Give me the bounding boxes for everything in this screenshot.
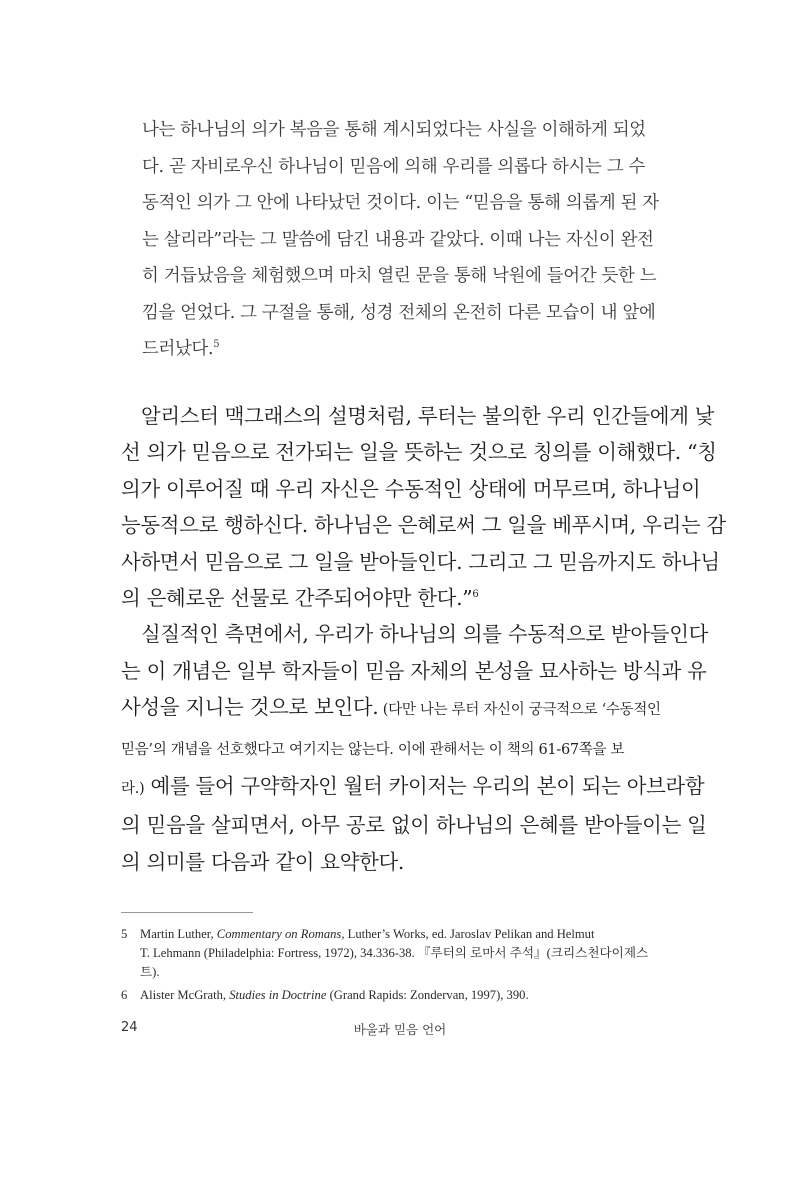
quote-line: 히 거듭났음을 체험했으며 마치 열린 문을 통해 낙원에 들어간 듯한 느 <box>142 266 657 286</box>
footnotes <box>121 925 681 1009</box>
footnote-5 <box>121 925 681 982</box>
paragraph-line: 선 의가 믿음으로 전가되는 일을 뜻하는 것으로 칭의를 이해했다. “칭 <box>121 440 717 465</box>
footnote-citation: (Grand Rapids: Zondervan, 1997), 390. <box>326 988 529 1002</box>
footnote-line <box>140 925 681 944</box>
quote-line-last <box>142 331 660 368</box>
paragraph-line: 실질적인 측면에서, 우리가 하나님의 의를 수동적으로 받아들인다 <box>141 622 708 647</box>
quote-line: 는 살리라”라는 그 말씀에 담긴 내용과 같았다. 이때 나는 자신이 완전 <box>142 229 654 250</box>
footnote-divider <box>121 912 253 913</box>
paragraph-line <box>121 729 681 768</box>
footnote-line: T. Lehmann (Philadelphia: Fortress, 1972), 34.336-38. 『루터의 로마서 주석』(크리스천다이제스 <box>140 946 649 960</box>
paragraph-line: 의 믿음을 살피면서, 아무 공로 없이 하나님의 은혜를 받아들이는 일 <box>121 813 707 838</box>
quote-line: 다. 곧 자비로우신 하나님이 믿음에 의해 우리를 의롭다 하시는 그 수 <box>142 156 645 177</box>
paragraph-text: 예를 들어 구약학자인 월터 카이저는 우리의 본이 되는 아브라함 <box>144 774 705 799</box>
footnote-number: 6 <box>121 988 128 1002</box>
page-number: 24 <box>121 1020 138 1035</box>
footnote-book-title: Commentary on Romans, <box>216 927 345 941</box>
footnote-book-title: Studies in Doctrine <box>229 988 327 1002</box>
block-quote <box>142 112 660 368</box>
footnote-citation: Luther’s Works, ed. Jaroslav Pelikan and Helmut <box>344 927 595 941</box>
quote-line: 나는 하나님의 의가 복음을 통해 계시되었다는 사실을 이해하게 되었 <box>142 120 646 140</box>
footnote-6 <box>121 986 681 1005</box>
parenthetical-aside: 믿음’의 개념을 선호했다고 여기지는 않는다. 이에 관해서는 이 책의 61-67쪽을 보 <box>121 741 625 758</box>
running-footer-title: 바울과 믿음 언어 <box>353 1022 447 1037</box>
quote-line: 낌을 얻었다. 그 구절을 통해, 성경 전체의 온전히 다른 모습이 내 앞에 <box>142 302 656 323</box>
paragraph-line: 는 이 개념은 일부 학자들이 믿음 자체의 본성을 묘사하는 방식과 유 <box>121 658 707 683</box>
parenthetical-aside: (다만 나는 루터 자신이 궁극적으로 ‘수동적인 <box>378 702 661 719</box>
quote-line-text: 드러났다. <box>142 339 214 359</box>
body-text <box>121 398 726 880</box>
paragraph-line: 능동적으로 행하신다. 하나님은 은혜로써 그 일을 베푸시며, 우리는 감 <box>121 513 726 538</box>
footnote-ref-6[interactable]: 6 <box>472 589 479 601</box>
paragraph-line: 의가 이루어질 때 우리 자신은 수동적인 상태에 머무르며, 하나님이 <box>121 476 701 501</box>
footnote-author: Alister McGrath, <box>140 988 230 1002</box>
paragraph-line <box>121 689 681 728</box>
paragraph-line: 알리스터 맥그래스의 설명처럼, 루터는 불의한 우리 인간들에게 낯 <box>141 404 715 428</box>
footnote-line <box>140 986 681 1005</box>
footnote-author: Martin Luther, <box>140 927 217 941</box>
quote-line: 동적인 의가 그 안에 나타났던 것이다. 이는 “믿음을 통해 의롭게 된 자 <box>142 193 659 213</box>
parenthetical-aside: 라.) <box>121 781 145 798</box>
footnote-line: 트). <box>140 965 160 979</box>
paragraph-line-text: 의 은혜로운 선물로 간주되어야만 한다.” <box>121 586 473 611</box>
paragraph-text: 사성을 지니는 것으로 보인다. <box>121 695 379 720</box>
paragraph-line: 사하면서 믿음으로 그 일을 받아들인다. 그리고 그 믿음까지도 하나님 <box>121 549 720 574</box>
paragraph-line <box>121 768 705 807</box>
footnote-ref-5[interactable]: 5 <box>213 339 220 351</box>
paragraph-line-last <box>121 580 681 616</box>
footnote-number: 5 <box>121 927 128 941</box>
paragraph-line: 의 의미를 다음과 같이 요약한다. <box>121 849 405 874</box>
